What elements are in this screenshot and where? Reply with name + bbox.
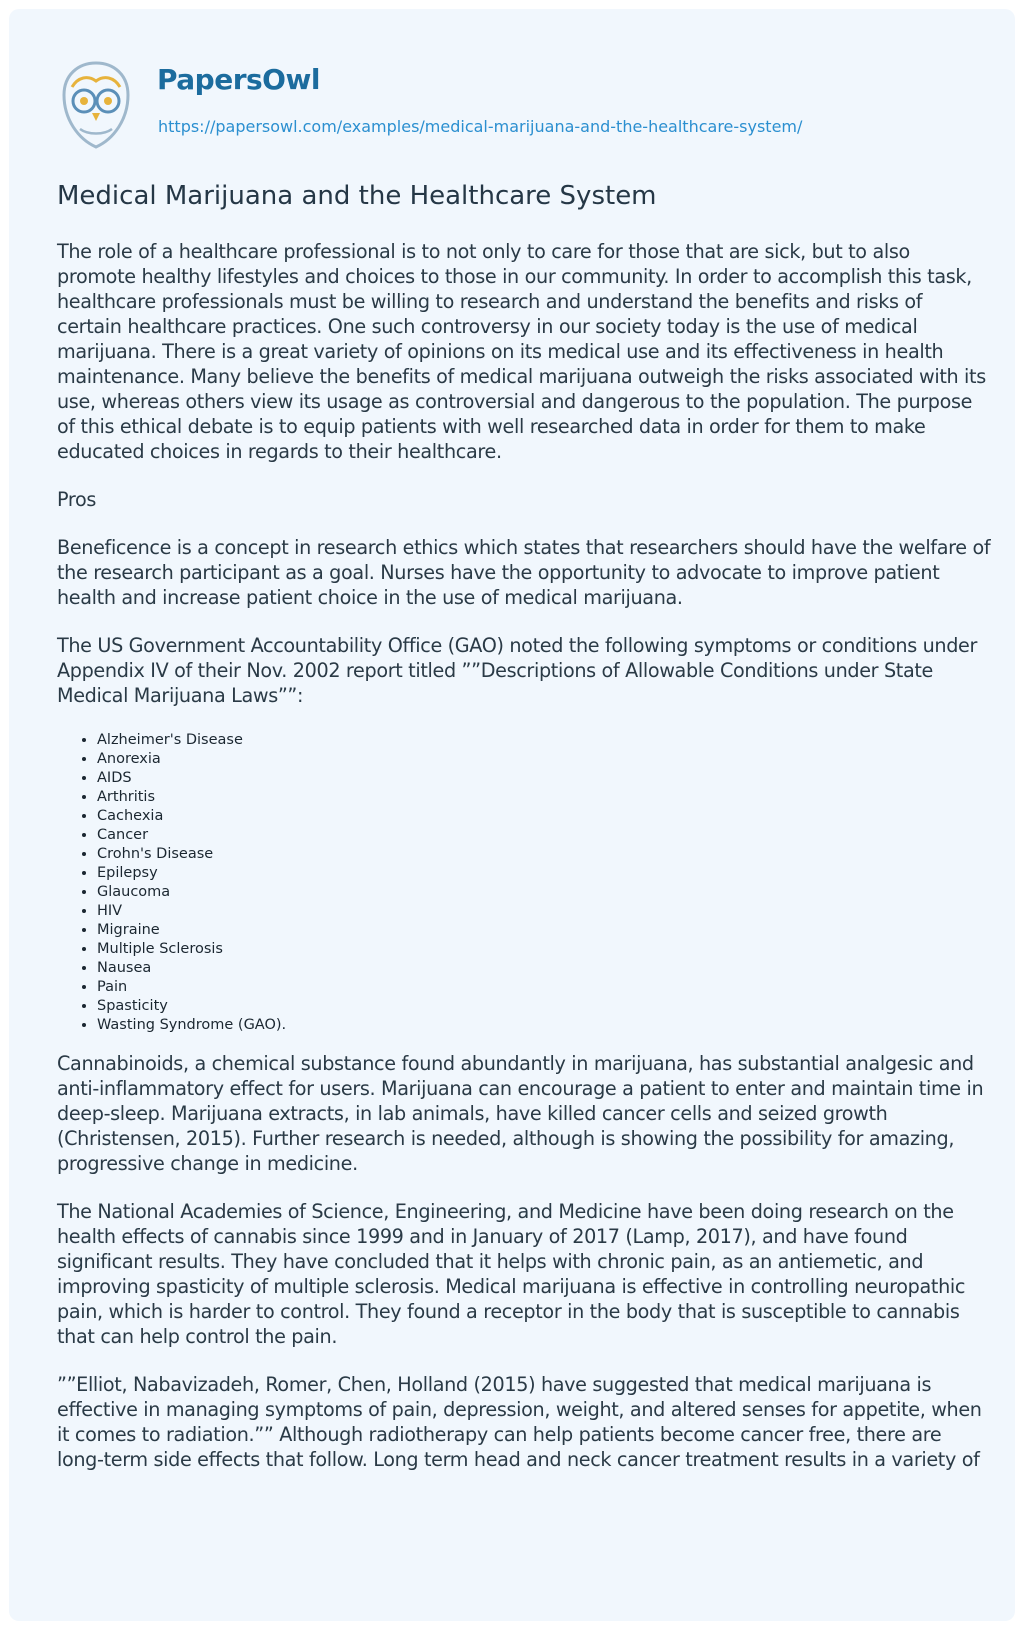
- list-item: • Spasticity: [97, 997, 992, 1016]
- list-item: • Cancer: [97, 826, 992, 845]
- list-item: • Alzheimer's Disease: [97, 731, 992, 750]
- source-url-link[interactable]: https://papersowl.com/examples/medical-marijuana-and-the-healthcare-system/: [158, 117, 803, 136]
- paragraph: ””Elliot, Nabavizadeh, Romer, Chen, Holland (2015) have suggested that medical marijuana is effective in managing symptoms of pain, depression, weight, and altered senses for appetite, when it comes to radiation.”” Although radiotherapy can help patients become cancer free, there are long-term side effects that follow. Long term head and neck cancer treatment results in a variety of: [57, 1373, 982, 1471]
- list-item: • AIDS: [97, 769, 992, 788]
- paragraph: Beneficence is a concept in research ethics which states that researchers should have the welfare of the research participant as a goal. Nurses have the opportunity to advocate to improve patient health and increase patient choice in the use of medical marijuana.: [57, 536, 991, 609]
- list-item: • HIV: [97, 902, 992, 921]
- list-item: • Anorexia: [97, 750, 992, 769]
- list-item: • Migraine: [97, 921, 992, 940]
- paragraph: Cannabinoids, a chemical substance found abundantly in marijuana, has substantial analgesic and anti-inflammatory effect for users. Marijuana can encourage a patient to enter and maintain time in deep-sleep. Marijuana extracts, in lab animals, have killed cancer cells and seized growth (Christensen, 2015). Further research is needed, although is showing the possibility for amazing, progressive change in medicine.: [57, 1052, 984, 1175]
- paragraph: The National Academies of Science, Engineering, and Medicine have been doing research on the health effects of cannabis since 1999 and in January of 2017 (Lamp, 2017), and have found significant results. They have concluded that it helps with chronic pain, as an antiemetic, and improving spasticity of multiple sclerosis. Medical marijuana is effective in controlling neuropathic pain, which is harder to control. They found a receptor in the body that is susceptible to cannabis that can help control the pain.: [57, 1200, 966, 1348]
- article: [57, 179, 992, 1495]
- page-title: Medical Marijuana and the Healthcare System: [57, 181, 657, 211]
- list-item: • Pain: [97, 978, 992, 997]
- paragraph: The US Government Accountability Office (GAO) noted the following symptoms or conditions under Appendix IV of their Nov. 2002 report titled ””Descriptions of Allowable Conditions under State Medical Marijuana Laws””:: [57, 634, 978, 707]
- section-heading-pros: Pros: [57, 488, 97, 511]
- paragraph: The role of a healthcare professional is to not only to care for those that are sick, but to also promote healthy lifestyles and choices to those in our community. In order to accomplish this task, healthcare professionals must be willing to research and understand the benefits and risks of certain healthcare practices. One such controversy in our society today is the use of medical marijuana. There is a great variety of opinions on its medical use and its effectiveness in health maintenance. Many believe the benefits of medical marijuana outweigh the risks associated with its use, whereas others view its usage as controversial and dangerous to the population. The purpose of this ethical debate is to equip patients with well researched data in order for them to make educated choices in regards to their healthcare.: [57, 240, 986, 463]
- conditions-list: [57, 731, 992, 1035]
- list-item: • Arthritis: [97, 788, 992, 807]
- owl-logo-icon[interactable]: [58, 59, 134, 151]
- list-item: • Nausea: [97, 959, 992, 978]
- list-item: • Glaucoma: [97, 883, 992, 902]
- list-item: • Cachexia: [97, 807, 992, 826]
- list-item: • Epilepsy: [97, 864, 992, 883]
- document-card: [9, 9, 1015, 1621]
- list-item: • Crohn's Disease: [97, 845, 992, 864]
- brand-name[interactable]: PapersOwl: [157, 63, 320, 96]
- list-item: • Multiple Sclerosis: [97, 940, 992, 959]
- list-item: • Wasting Syndrome (GAO).: [97, 1016, 992, 1035]
